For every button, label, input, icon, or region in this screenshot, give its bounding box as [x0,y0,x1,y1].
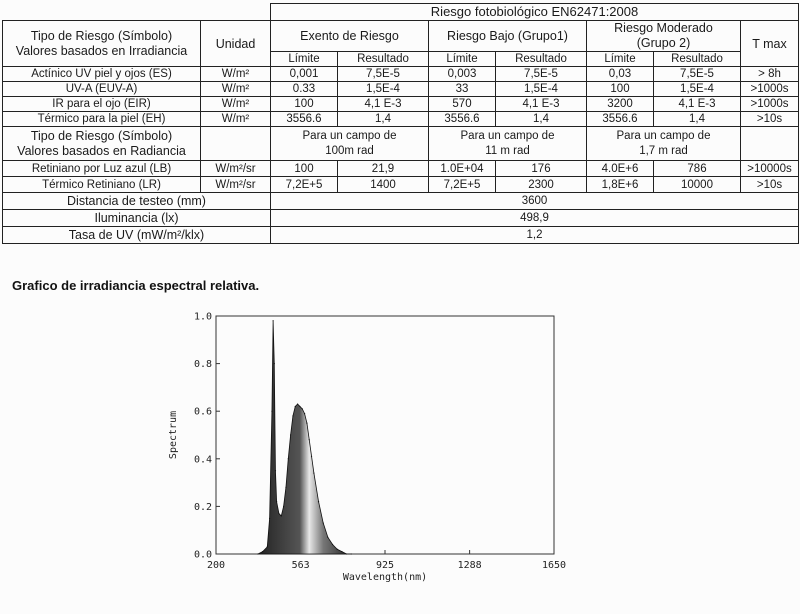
cell-value: 100 [587,82,654,97]
table-row [3,227,799,244]
cell-value: 4.0E+6 [587,161,654,177]
cell-value: 4,1 E-3 [654,97,741,112]
risk-unit: W/m² [201,82,271,97]
risk-unit: W/m² [201,97,271,112]
limite-header: Límite [271,52,338,67]
spectrum-point [302,408,303,409]
spectrum-point [304,413,305,414]
campo-100mrad-header: Para un campo de 100m rad [271,127,429,161]
spectrum-point [327,537,328,538]
cell-value: 0.33 [271,82,338,97]
cell-value: 7,5E-5 [496,67,587,82]
campo-1-7mrad-header: Para un campo de 1,7 m rad [587,127,741,161]
cell-tmax: >10s [741,177,799,193]
spectrum-point [311,456,312,457]
spectrum-point [318,501,319,502]
risk-name: Térmico para la piel (EH) [3,112,201,127]
cell-value: 7,2E+5 [271,177,338,193]
cell-value: 176 [496,161,587,177]
resultado-header: Resultado [654,52,741,67]
table-row [3,82,799,97]
limite-header: Límite [429,52,496,67]
spectrum-point [313,472,314,473]
x-tick-label: 1288 [457,560,482,571]
spectrum-point [283,506,284,507]
spectrum-point [267,546,268,547]
cell-value: 1,5E-4 [496,82,587,97]
cell-value: 1.0E+04 [429,161,496,177]
cell-value: 3200 [587,97,654,112]
spectrum-point [285,487,286,488]
y-tick-label: 0.2 [193,501,212,513]
plot-frame [216,316,554,554]
risk-name: Actínico UV piel y ojos (ES) [3,67,201,82]
spectrum-point [269,518,270,519]
cell-value: 1,5E-4 [654,82,741,97]
spectrum-point [276,501,277,502]
cell-value: 33 [429,82,496,97]
spectrum-point [297,403,298,404]
resultado-header: Resultado [338,52,429,67]
moderado-header: Riesgo Moderado (Grupo 2) [587,21,741,52]
cell-value: 7,5E-5 [654,67,741,82]
cell-value: 100 [271,97,338,112]
spectrum-point [332,544,333,545]
risk-name: IR para el ojo (EIR) [3,97,201,112]
cell-value: 21,9 [338,161,429,177]
spectrum-point [337,549,338,550]
x-tick-label: 563 [291,560,310,571]
spectrum-point [271,411,272,412]
spectrum-point [275,470,276,471]
risk-name: Retiniano por Luz azul (LB) [3,161,201,177]
y-tick-label: 0.4 [193,454,212,466]
cell-value: 4,1 E-3 [496,97,587,112]
table-row [3,97,799,112]
cell-value: 100 [271,161,338,177]
spectral-irradiance-chart [160,302,580,592]
spectrum-point [295,406,296,407]
campo-11mrad-header: Para un campo de 11 m rad [429,127,587,161]
photobiological-risk-table [2,3,799,244]
spectrum-point [351,553,352,554]
spectrum-point [341,551,342,552]
cell-value: 1,8E+6 [587,177,654,193]
tmax-header: T max [741,21,799,67]
y-axis-label: Spectrum [168,410,179,460]
iluminancia-label: Iluminancia (lx) [3,210,271,227]
x-tick-label: 925 [375,560,395,571]
spectrum-area [258,321,351,554]
cell-value: 3556.6 [587,112,654,127]
cell-tmax: >10s [741,112,799,127]
y-tick-label: 0.8 [193,359,212,371]
spectrum-point [278,513,279,514]
cell-value: 3556.6 [271,112,338,127]
table-row [3,193,799,210]
spectrum-point [273,320,274,321]
x-tick-label: 1650 [541,560,567,571]
y-tick-label: 1.0 [193,311,212,323]
cell-value: 7,5E-5 [338,67,429,82]
cell-value: 786 [654,161,741,177]
iluminancia-value: 498,9 [271,210,799,227]
risk-name: Térmico Retiniano (LR) [3,177,201,193]
spectrum-point [299,406,300,407]
cell-value: 1400 [338,177,429,193]
table-row [3,67,799,82]
spectrum-point [292,415,293,416]
cell-value: 2300 [496,177,587,193]
cell-value: 0,001 [271,67,338,82]
spectrum-point [323,522,324,523]
distancia-label: Distancia de testeo (mm) [3,193,271,210]
table-title: Riesgo fotobiológico EN62471:2008 [271,4,799,21]
distancia-value: 3600 [271,193,799,210]
risk-unit: W/m² [201,67,271,82]
table-row [3,177,799,193]
resultado-header: Resultado [496,52,587,67]
cell-value: 1,4 [338,112,429,127]
spectrum-point [290,434,291,435]
cell-value: 7,2E+5 [429,177,496,193]
spectrum-point [306,423,307,424]
tasa-uv-value: 1,2 [271,227,799,244]
table-row [3,210,799,227]
radiancia-unit-blank [201,127,271,161]
spectrum-point [281,515,282,516]
spectrum-point [346,553,347,554]
cell-value: 4,1 E-3 [338,97,429,112]
cell-tmax: > 8h [741,67,799,82]
cell-value: 1,4 [496,112,587,127]
unidad-header: Unidad [201,21,271,67]
risk-name: UV-A (EUV-A) [3,82,201,97]
exento-header: Exento de Riesgo [271,21,429,52]
chart-heading: Grafico de irradiancia espectral relativa. [12,278,260,293]
cell-value: 3556.6 [429,112,496,127]
x-axis-label: Wavelength(nm) [342,572,428,583]
tipo-riesgo-radiancia-header: Tipo de Riesgo (Símbolo) Valores basados en Radiancia [3,127,201,161]
tasa-uv-label: Tasa de UV (mW/m²/klx) [3,227,271,244]
spectrum-point [262,551,263,552]
table-row [3,112,799,127]
spectrum-point [288,458,289,459]
x-tick-label: 200 [206,560,226,571]
spectrum-point [257,553,258,554]
risk-unit: W/m²/sr [201,161,271,177]
spectrum-point [309,439,310,440]
cell-tmax: >1000s [741,82,799,97]
risk-unit: W/m²/sr [201,177,271,193]
cell-tmax: >10000s [741,161,799,177]
limite-header: Límite [587,52,654,67]
risk-unit: W/m² [201,112,271,127]
tipo-riesgo-irradiancia-header: Tipo de Riesgo (Símbolo) Valores basados en Irradiancia [3,21,201,67]
cell-value: 1,4 [654,112,741,127]
cell-tmax: >1000s [741,97,799,112]
y-tick-label: 0.0 [193,549,212,561]
cell-value: 570 [429,97,496,112]
cell-value: 1,5E-4 [338,82,429,97]
cell-value: 10000 [654,177,741,193]
bajo-header: Riesgo Bajo (Grupo1) [429,21,587,52]
spectrum-point [274,363,275,364]
cell-value: 0,03 [587,67,654,82]
table-row [3,161,799,177]
radiancia-tmax-blank [741,127,799,161]
cell-value: 0,003 [429,67,496,82]
y-tick-label: 0.6 [193,406,212,418]
